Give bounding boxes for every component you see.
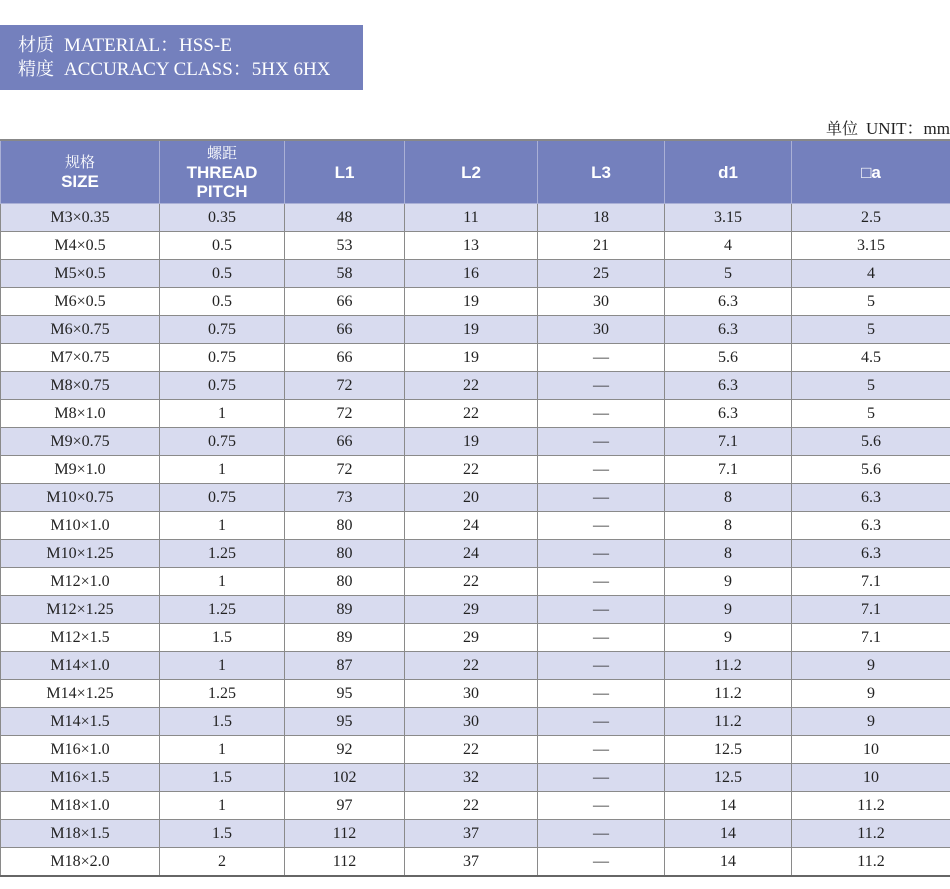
cell-l2: 24 — [405, 540, 538, 568]
cell-l2: 19 — [405, 344, 538, 372]
cell-thread-pitch: 0.5 — [160, 288, 285, 316]
cell-thread-pitch: 1 — [160, 568, 285, 596]
cell-l2: 30 — [405, 708, 538, 736]
cell-l1: 102 — [285, 764, 405, 792]
cell-size: M8×0.75 — [1, 372, 160, 400]
cell-l2: 37 — [405, 848, 538, 877]
cell-l3: — — [538, 652, 665, 680]
header-square-a: □a — [792, 140, 950, 204]
cell-l1: 89 — [285, 596, 405, 624]
cell-square-a: 5.6 — [792, 428, 950, 456]
cell-l2: 24 — [405, 512, 538, 540]
cell-d1: 14 — [665, 848, 792, 877]
cell-l3: — — [538, 568, 665, 596]
header-l1: L1 — [285, 140, 405, 204]
cell-d1: 12.5 — [665, 736, 792, 764]
table-row — [1, 820, 950, 848]
table-row — [1, 288, 950, 316]
cell-l1: 89 — [285, 624, 405, 652]
cell-l2: 30 — [405, 680, 538, 708]
cell-size: M7×0.75 — [1, 344, 160, 372]
cell-size: M6×0.75 — [1, 316, 160, 344]
cell-square-a: 5.6 — [792, 456, 950, 484]
cell-size: M18×2.0 — [1, 848, 160, 877]
cell-l3: 30 — [538, 316, 665, 344]
cell-thread-pitch: 1.25 — [160, 680, 285, 708]
cell-square-a: 7.1 — [792, 624, 950, 652]
cell-d1: 5.6 — [665, 344, 792, 372]
cell-l3: — — [538, 512, 665, 540]
cell-d1: 6.3 — [665, 316, 792, 344]
cell-l3: — — [538, 344, 665, 372]
header-pitch-cn: 螺距 — [206, 143, 237, 162]
cell-square-a: 9 — [792, 680, 950, 708]
table-row — [1, 260, 950, 288]
cell-size: M14×1.5 — [1, 708, 160, 736]
cell-l1: 66 — [285, 344, 405, 372]
cell-size: M10×1.25 — [1, 540, 160, 568]
cell-square-a: 5 — [792, 288, 950, 316]
cell-l1: 95 — [285, 708, 405, 736]
cell-l3: — — [538, 428, 665, 456]
cell-d1: 9 — [665, 624, 792, 652]
cell-l2: 22 — [405, 456, 538, 484]
accuracy-label-cn: 精度 — [18, 59, 54, 80]
cell-thread-pitch: 0.75 — [160, 372, 285, 400]
material-line — [18, 34, 363, 58]
cell-thread-pitch: 1.5 — [160, 820, 285, 848]
cell-thread-pitch: 1.25 — [160, 596, 285, 624]
table-row — [1, 680, 950, 708]
cell-size: M18×1.5 — [1, 820, 160, 848]
cell-size: M18×1.0 — [1, 792, 160, 820]
cell-d1: 9 — [665, 568, 792, 596]
cell-l1: 92 — [285, 736, 405, 764]
cell-d1: 14 — [665, 820, 792, 848]
table-row — [1, 848, 950, 877]
cell-l3: — — [538, 484, 665, 512]
cell-l3: — — [538, 400, 665, 428]
cell-square-a: 4 — [792, 260, 950, 288]
cell-l3: — — [538, 792, 665, 820]
cell-size: M9×1.0 — [1, 456, 160, 484]
table-header-row — [1, 140, 950, 204]
header-size-en: SIZE — [61, 172, 99, 191]
cell-thread-pitch: 0.75 — [160, 316, 285, 344]
cell-l3: — — [538, 848, 665, 877]
table-row — [1, 204, 950, 232]
cell-l1: 80 — [285, 540, 405, 568]
cell-l2: 19 — [405, 428, 538, 456]
cell-l1: 112 — [285, 820, 405, 848]
header-pitch-en1: THREAD — [186, 162, 258, 182]
cell-l2: 16 — [405, 260, 538, 288]
cell-thread-pitch: 0.75 — [160, 344, 285, 372]
table-row — [1, 708, 950, 736]
cell-l2: 11 — [405, 204, 538, 232]
cell-l2: 19 — [405, 288, 538, 316]
table-row — [1, 764, 950, 792]
cell-l3: — — [538, 708, 665, 736]
cell-size: M14×1.0 — [1, 652, 160, 680]
cell-d1: 8 — [665, 484, 792, 512]
header-thread-pitch — [160, 140, 285, 204]
table-row — [1, 372, 950, 400]
cell-size: M10×1.0 — [1, 512, 160, 540]
cell-l2: 22 — [405, 568, 538, 596]
cell-l2: 22 — [405, 792, 538, 820]
cell-d1: 8 — [665, 512, 792, 540]
cell-l3: — — [538, 596, 665, 624]
cell-d1: 7.1 — [665, 428, 792, 456]
cell-l1: 72 — [285, 400, 405, 428]
table-row — [1, 484, 950, 512]
cell-size: M14×1.25 — [1, 680, 160, 708]
table-row — [1, 232, 950, 260]
table-body — [1, 204, 950, 877]
cell-l2: 37 — [405, 820, 538, 848]
cell-square-a: 7.1 — [792, 596, 950, 624]
cell-square-a: 10 — [792, 736, 950, 764]
cell-l3: — — [538, 540, 665, 568]
cell-square-a: 4.5 — [792, 344, 950, 372]
cell-thread-pitch: 0.75 — [160, 484, 285, 512]
cell-d1: 11.2 — [665, 708, 792, 736]
cell-square-a: 9 — [792, 708, 950, 736]
table-row — [1, 736, 950, 764]
table-row — [1, 400, 950, 428]
cell-l2: 13 — [405, 232, 538, 260]
cell-l1: 97 — [285, 792, 405, 820]
cell-d1: 7.1 — [665, 456, 792, 484]
cell-size: M9×0.75 — [1, 428, 160, 456]
cell-thread-pitch: 0.5 — [160, 260, 285, 288]
cell-size: M12×1.25 — [1, 596, 160, 624]
cell-d1: 5 — [665, 260, 792, 288]
cell-d1: 4 — [665, 232, 792, 260]
cell-l1: 66 — [285, 428, 405, 456]
cell-d1: 8 — [665, 540, 792, 568]
header-size — [1, 140, 160, 204]
cell-d1: 6.3 — [665, 372, 792, 400]
cell-square-a: 2.5 — [792, 204, 950, 232]
cell-square-a: 6.3 — [792, 540, 950, 568]
cell-size: M8×1.0 — [1, 400, 160, 428]
cell-l1: 72 — [285, 372, 405, 400]
cell-l3: 30 — [538, 288, 665, 316]
cell-l2: 22 — [405, 736, 538, 764]
cell-d1: 3.15 — [665, 204, 792, 232]
cell-l1: 66 — [285, 316, 405, 344]
cell-square-a: 10 — [792, 764, 950, 792]
cell-d1: 9 — [665, 596, 792, 624]
table-row — [1, 456, 950, 484]
cell-d1: 12.5 — [665, 764, 792, 792]
cell-l3: — — [538, 372, 665, 400]
cell-square-a: 6.3 — [792, 512, 950, 540]
table-row — [1, 792, 950, 820]
cell-thread-pitch: 1 — [160, 792, 285, 820]
cell-square-a: 6.3 — [792, 484, 950, 512]
cell-square-a: 7.1 — [792, 568, 950, 596]
cell-thread-pitch: 0.75 — [160, 428, 285, 456]
table-row — [1, 624, 950, 652]
cell-thread-pitch: 1.25 — [160, 540, 285, 568]
cell-square-a: 5 — [792, 372, 950, 400]
table-row — [1, 316, 950, 344]
table-row — [1, 596, 950, 624]
cell-l2: 29 — [405, 624, 538, 652]
cell-d1: 6.3 — [665, 400, 792, 428]
table-row — [1, 652, 950, 680]
table-row — [1, 540, 950, 568]
cell-size: M12×1.5 — [1, 624, 160, 652]
cell-l3: — — [538, 456, 665, 484]
cell-square-a: 11.2 — [792, 820, 950, 848]
cell-size: M16×1.5 — [1, 764, 160, 792]
cell-l2: 22 — [405, 652, 538, 680]
cell-square-a: 11.2 — [792, 848, 950, 877]
cell-l1: 53 — [285, 232, 405, 260]
cell-l1: 48 — [285, 204, 405, 232]
cell-l2: 19 — [405, 316, 538, 344]
cell-square-a: 5 — [792, 400, 950, 428]
cell-d1: 6.3 — [665, 288, 792, 316]
cell-size: M16×1.0 — [1, 736, 160, 764]
cell-l1: 87 — [285, 652, 405, 680]
cell-l1: 95 — [285, 680, 405, 708]
header-l2: L2 — [405, 140, 538, 204]
cell-l1: 72 — [285, 456, 405, 484]
cell-thread-pitch: 0.35 — [160, 204, 285, 232]
cell-size: M5×0.5 — [1, 260, 160, 288]
cell-l3: — — [538, 624, 665, 652]
material-value: MATERIAL：HSS-E — [64, 35, 232, 56]
spec-table — [0, 139, 950, 877]
cell-l3: 18 — [538, 204, 665, 232]
header-l3: L3 — [538, 140, 665, 204]
cell-thread-pitch: 0.5 — [160, 232, 285, 260]
cell-thread-pitch: 1 — [160, 652, 285, 680]
cell-square-a: 11.2 — [792, 792, 950, 820]
cell-size: M3×0.35 — [1, 204, 160, 232]
cell-l3: — — [538, 820, 665, 848]
cell-thread-pitch: 2 — [160, 848, 285, 877]
material-info-box — [0, 25, 363, 90]
header-d1: d1 — [665, 140, 792, 204]
cell-l1: 80 — [285, 568, 405, 596]
cell-size: M6×0.5 — [1, 288, 160, 316]
cell-thread-pitch: 1 — [160, 512, 285, 540]
cell-d1: 14 — [665, 792, 792, 820]
accuracy-line — [18, 58, 363, 82]
table-row — [1, 428, 950, 456]
cell-l3: — — [538, 736, 665, 764]
cell-square-a: 3.15 — [792, 232, 950, 260]
cell-d1: 11.2 — [665, 680, 792, 708]
accuracy-value: ACCURACY CLASS：5HX 6HX — [64, 59, 331, 80]
cell-l2: 32 — [405, 764, 538, 792]
unit-label — [826, 114, 950, 139]
cell-size: M12×1.0 — [1, 568, 160, 596]
material-label-cn: 材质 — [18, 35, 54, 56]
cell-l3: — — [538, 764, 665, 792]
table-row — [1, 512, 950, 540]
table-row — [1, 344, 950, 372]
cell-thread-pitch: 1.5 — [160, 624, 285, 652]
cell-l3: 25 — [538, 260, 665, 288]
cell-thread-pitch: 1 — [160, 456, 285, 484]
cell-l1: 73 — [285, 484, 405, 512]
table-row — [1, 568, 950, 596]
cell-thread-pitch: 1.5 — [160, 708, 285, 736]
cell-size: M10×0.75 — [1, 484, 160, 512]
cell-thread-pitch: 1 — [160, 736, 285, 764]
cell-thread-pitch: 1 — [160, 400, 285, 428]
cell-d1: 11.2 — [665, 652, 792, 680]
cell-l1: 66 — [285, 288, 405, 316]
cell-l3: — — [538, 680, 665, 708]
cell-l3: 21 — [538, 232, 665, 260]
cell-l2: 22 — [405, 372, 538, 400]
cell-l2: 20 — [405, 484, 538, 512]
unit-value: UNIT：mm — [865, 119, 950, 138]
cell-l2: 22 — [405, 400, 538, 428]
cell-l2: 29 — [405, 596, 538, 624]
header-pitch-en2: PITCH — [196, 181, 248, 201]
unit-label-cn: 单位 — [825, 119, 858, 138]
cell-l1: 80 — [285, 512, 405, 540]
cell-square-a: 5 — [792, 316, 950, 344]
cell-l1: 112 — [285, 848, 405, 877]
cell-square-a: 9 — [792, 652, 950, 680]
header-size-cn: 规格 — [64, 153, 95, 171]
cell-size: M4×0.5 — [1, 232, 160, 260]
cell-thread-pitch: 1.5 — [160, 764, 285, 792]
cell-l1: 58 — [285, 260, 405, 288]
